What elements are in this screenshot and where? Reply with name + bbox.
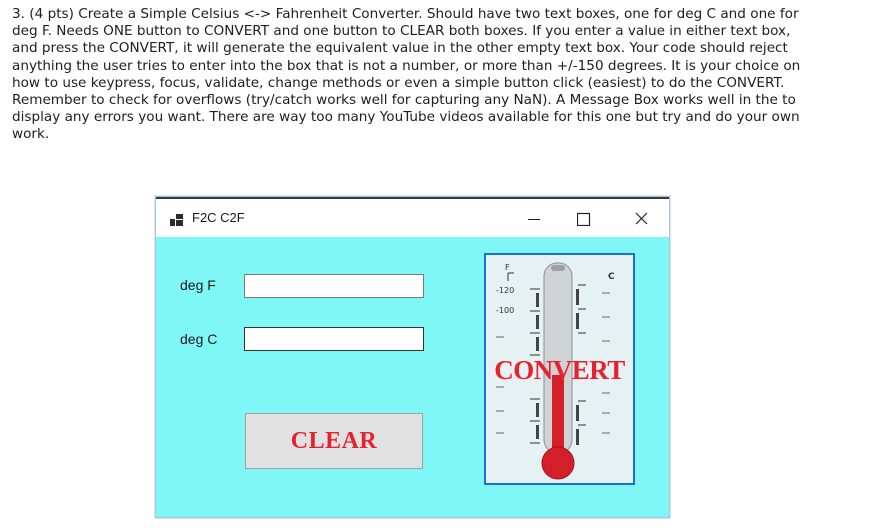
deg-f-input[interactable] — [244, 274, 424, 298]
converter-window — [155, 196, 670, 518]
minimize-icon — [528, 212, 542, 226]
question-line: 3. (4 pts) Create a Simple Celsius <-> Fahrenheit Converter. Should have two text boxes, one for deg C and one for — [12, 6, 799, 22]
convert-button[interactable] — [484, 253, 635, 485]
fahrenheit-tick: -100 — [496, 306, 515, 315]
question-line: anything the user tries to enter into the box that is not a number, or more than +/-150 degrees. It is your choice on — [12, 57, 801, 74]
close-icon — [635, 212, 649, 226]
clear-button[interactable] — [245, 413, 423, 469]
close-button[interactable] — [619, 205, 665, 233]
clear-button-label: CLEAR — [290, 427, 378, 454]
celsius-unit: C — [608, 272, 615, 282]
question-line: how to use keypress, focus, validate, change methods or even a simple button click (easiest) to do the CONVERT. — [12, 74, 785, 91]
window-title: F2C C2F — [192, 210, 245, 225]
maximize-button[interactable] — [561, 205, 607, 233]
deg-c-input[interactable] — [244, 327, 424, 351]
maximize-icon — [577, 212, 591, 226]
minimize-button[interactable] — [512, 205, 558, 233]
convert-button-label: CONVERT — [494, 355, 625, 385]
deg-f-label: deg F — [180, 277, 216, 293]
app-grid-icon — [170, 211, 183, 223]
question-text — [12, 6, 862, 144]
title-bar[interactable] — [156, 197, 669, 237]
question-line: work. — [12, 126, 50, 143]
question-line: and press the CONVERT, it will generate the equivalent value in the other empty text box. Your code should reject — [12, 40, 788, 57]
deg-c-label: deg C — [180, 331, 218, 347]
question-line: display any errors you want. There are way too many YouTube videos available for this one but try and do your own — [12, 109, 800, 126]
fahrenheit-unit: F — [505, 263, 510, 272]
fahrenheit-tick: -120 — [496, 286, 515, 295]
question-line: deg F. Needs ONE button to CONVERT and one button to CLEAR both boxes. If you enter a value in either text box, — [12, 23, 791, 40]
question-line: Remember to check for overflows (try/catch works well for capturing any NaN). A Message Box works well in the to — [12, 92, 796, 109]
